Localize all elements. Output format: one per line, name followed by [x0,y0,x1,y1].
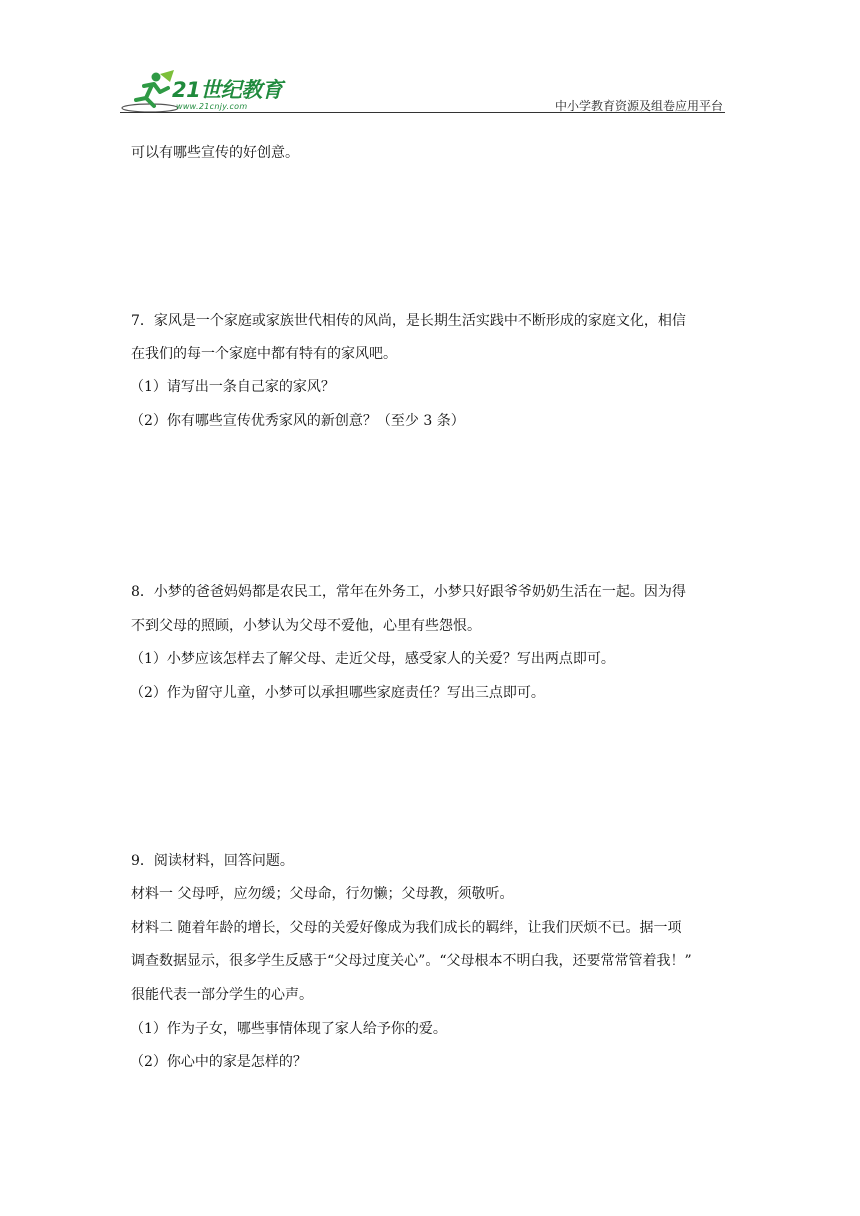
question-9-material-2-line-3: 很能代表一部分学生的心声。 [131,987,313,1003]
site-logo [120,68,295,116]
question-8-line-2: 不到父母的照顾，小梦认为父母不爱他，心里有些怨恨。 [131,618,481,634]
question-9-sub-2: （2）你心中的家是怎样的？ [130,1054,307,1070]
question-6-tail: 可以有哪些宣传的好创意。 [131,145,299,161]
logo-url: www.21cnjy.com [176,102,248,111]
question-8-line-1: 8．小梦的爸爸妈妈都是农民工，常年在外务工，小梦只好跟爷爷奶奶生活在一起。因为得 [131,584,686,600]
question-9-material-1: 材料一 父母呼，应勿缓；父母命，行勿懒；父母教，须敬听。 [131,886,514,902]
question-7-sub-1: （1）请写出一条自己家的家风？ [130,379,335,395]
question-9-line-1: 9．阅读材料，回答问题。 [131,853,294,869]
page-header [120,60,725,118]
question-8-sub-1: （1）小梦应该怎样去了解父母、走近父母，感受家人的关爱？写出两点即可。 [130,651,615,667]
question-9-material-2-line-2: 调查数据显示，很多学生反感于“父母过度关心”。“父母根本不明白我，还要常常管着我！” [131,953,692,969]
platform-name: 中小学教育资源及组卷应用平台 [554,99,723,113]
runner-logo-icon [120,68,180,116]
logo-text: 21世纪教育 [172,78,283,102]
question-7-line-1: 7．家风是一个家庭或家族世代相传的风尚，是长期生活实践中不断形成的家庭文化，相信 [131,313,686,329]
question-8-sub-2: （2）作为留守儿童，小梦可以承担哪些家庭责任？写出三点即可。 [130,685,545,701]
question-7-line-2: 在我们的每一个家庭中都有特有的家风吧。 [131,346,397,362]
question-7-sub-2: （2）你有哪些宣传优秀家风的新创意？（至少 3 条） [130,413,465,429]
question-9-material-2-line-1: 材料二 随着年龄的增长，父母的关爱好像成为我们成长的羁绊，让我们厌烦不已。据一项 [131,920,682,936]
header-divider [120,112,725,113]
question-9-sub-1: （1）作为子女，哪些事情体现了家人给予你的爱。 [130,1021,447,1037]
